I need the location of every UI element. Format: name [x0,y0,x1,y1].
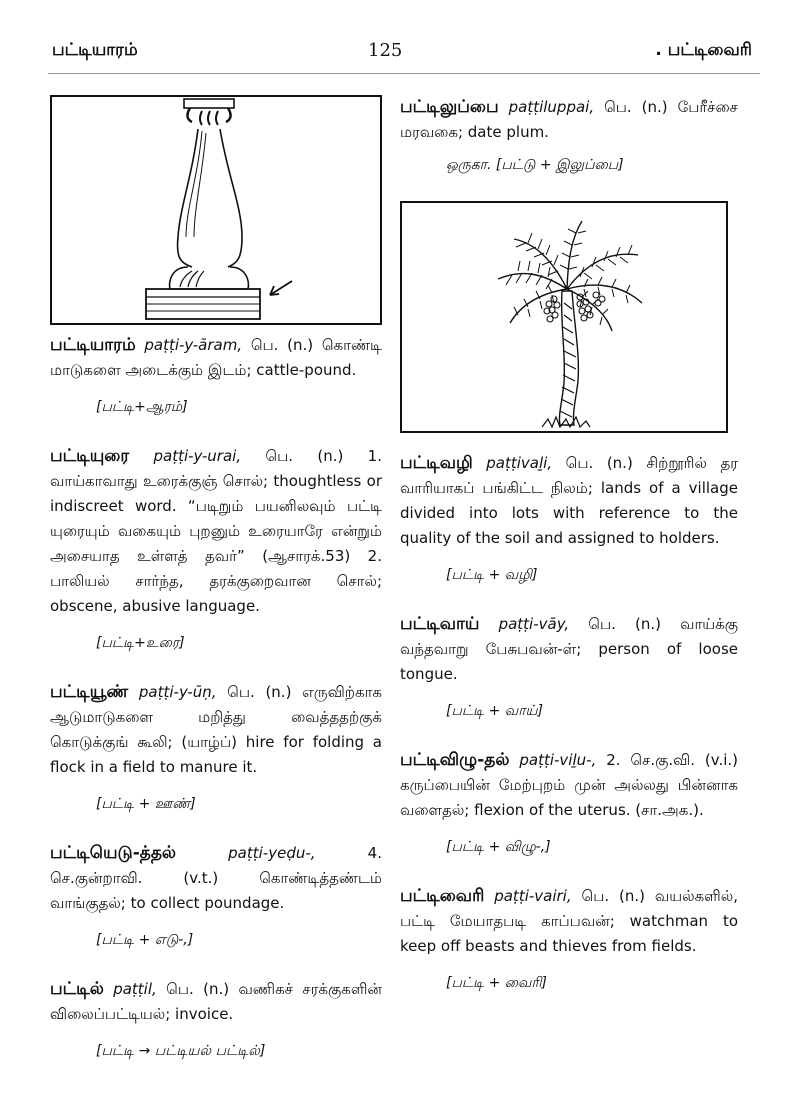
palm-tree-drawing [402,203,726,431]
etymology: [பட்டி + வைரி] [446,975,547,991]
etymology: [பட்டி → பட்டியல் பட்டில்] [96,1043,266,1059]
definition: பெ. (n.) வயல்களில், பட்டி மேயாதபடி காப்பவன்; watchman to keep off beasts and thieves from fields. [400,887,738,955]
definition: பெ. (n.) எருவிற்காக ஆடுமாடுகளை மறித்து வைத்ததற்குக் கொடுக்குங் கூலி; (யாழ்ப்) hire for folding a flock in a field to manure it. [50,683,382,776]
page-number: 125 [368,40,403,61]
etymology: ஒருகா. [பட்டு + இலுப்பை] [446,157,624,173]
entry-pattiyaram [50,333,382,383]
headword: பட்டிவாய் [400,614,480,634]
etymology: [பட்டி + விழு-,] [446,839,551,855]
etymology: [பட்டி + வழி] [446,567,538,583]
right-guide-word: . பட்டிவைரி [655,40,752,60]
left-column [50,95,382,1064]
headword: பட்டிவிழு-தல் [400,750,510,770]
headword: பட்டியெடு-த்தல் [50,843,177,863]
definition: 2. செ.கு.வி. (v.i.) கருப்பையின் மேற்புறம் முன் அல்லது பின்னாக வளைதல்; flexion of the uterus. (சா.அக.). [400,751,738,819]
entry-pattiyurai [50,444,382,619]
page-header [0,40,800,70]
entry-pattivay [400,612,738,687]
transliteration: paṭṭivaḻi, [486,454,553,472]
headword: பட்டியூண் [50,682,129,702]
header-rule [48,73,760,74]
headword: பட்டிலுப்பை [400,97,499,117]
transliteration: paṭṭi-y-ūṇ, [138,683,217,701]
definition: பெ. (n.) வணிகச் சரக்குகளின் விலைப்பட்டியல்; invoice. [50,980,382,1023]
definition: பெ. (n.) வாய்க்கு வந்தவாறு பேசுபவன்-ள்; person of loose tongue. [400,615,738,683]
transliteration: paṭṭi-viḻu-, [519,751,597,769]
transliteration: paṭṭiluppai, [508,98,595,116]
transliteration: paṭṭi-yeḍu-, [228,844,316,862]
definition: 4. செ.குன்றாவி. (v.t.) கொண்டித்தண்டம் வாங்குதல்; to collect poundage. [50,844,382,912]
etymology: [பட்டி + எடு-,] [96,932,194,948]
entry-pattivizhu [400,748,738,823]
definition: பெ. (n.) 1. வாய்காவாது உரைக்குஞ் சொல்; thoughtless or indiscreet word. “படிறும் பயனிலவும் பட்டி யுரையும் வகையும் புறனும் உரையாரே என்றும் அசையாத உள்ளத் தவர்” (ஆசாரக்.53) 2. பாலியல் சார்ந்த, தரக்குறைவான சொல்; obscene, abusive language. [50,447,382,615]
date-palm-illustration [400,201,728,433]
entry-pattiyedu [50,841,382,916]
transliteration: paṭṭi-vairi, [494,887,572,905]
etymology: [பட்டி + ஊண்] [96,796,196,812]
etymology: [பட்டி+ஆரம்] [96,399,188,415]
entry-pattiluppai [400,95,738,145]
headword: பட்டியுரை [50,446,130,466]
pillar-drawing [52,97,380,323]
headword: பட்டிவழி [400,453,473,473]
entry-pattivazhi [400,451,738,551]
transliteration: paṭṭil, [113,980,157,998]
pillar-illustration [50,95,382,325]
headword: பட்டியாரம் [50,335,136,355]
entry-pattiyun [50,680,382,780]
definition: பெ. (n.) சிற்றூரில் தர வாரியாகப் பங்கிட்ட நிலம்; lands of a village divided into lots with reference to the quality of the soil and assigned to holders. [400,454,738,547]
transliteration: paṭṭi-vāy, [498,615,570,633]
etymology: [பட்டி + வாய்] [446,703,543,719]
left-guide-word: பட்டியாரம் [52,40,138,60]
entry-pattivairi [400,884,738,959]
headword: பட்டில் [50,979,104,999]
etymology: [பட்டி+உரை] [96,635,185,651]
transliteration: paṭṭi-y-āram, [144,336,243,354]
right-column [400,95,738,996]
headword: பட்டிவைரி [400,886,485,906]
definition: பெ. (n.) பேரீச்சை மரவகை; date plum. [400,98,738,141]
entry-pattil [50,977,382,1027]
transliteration: paṭṭi-y-urai, [153,447,242,465]
definition: பெ. (n.) கொண்டி மாடுகளை அடைக்கும் இடம்; cattle-pound. [50,336,382,379]
